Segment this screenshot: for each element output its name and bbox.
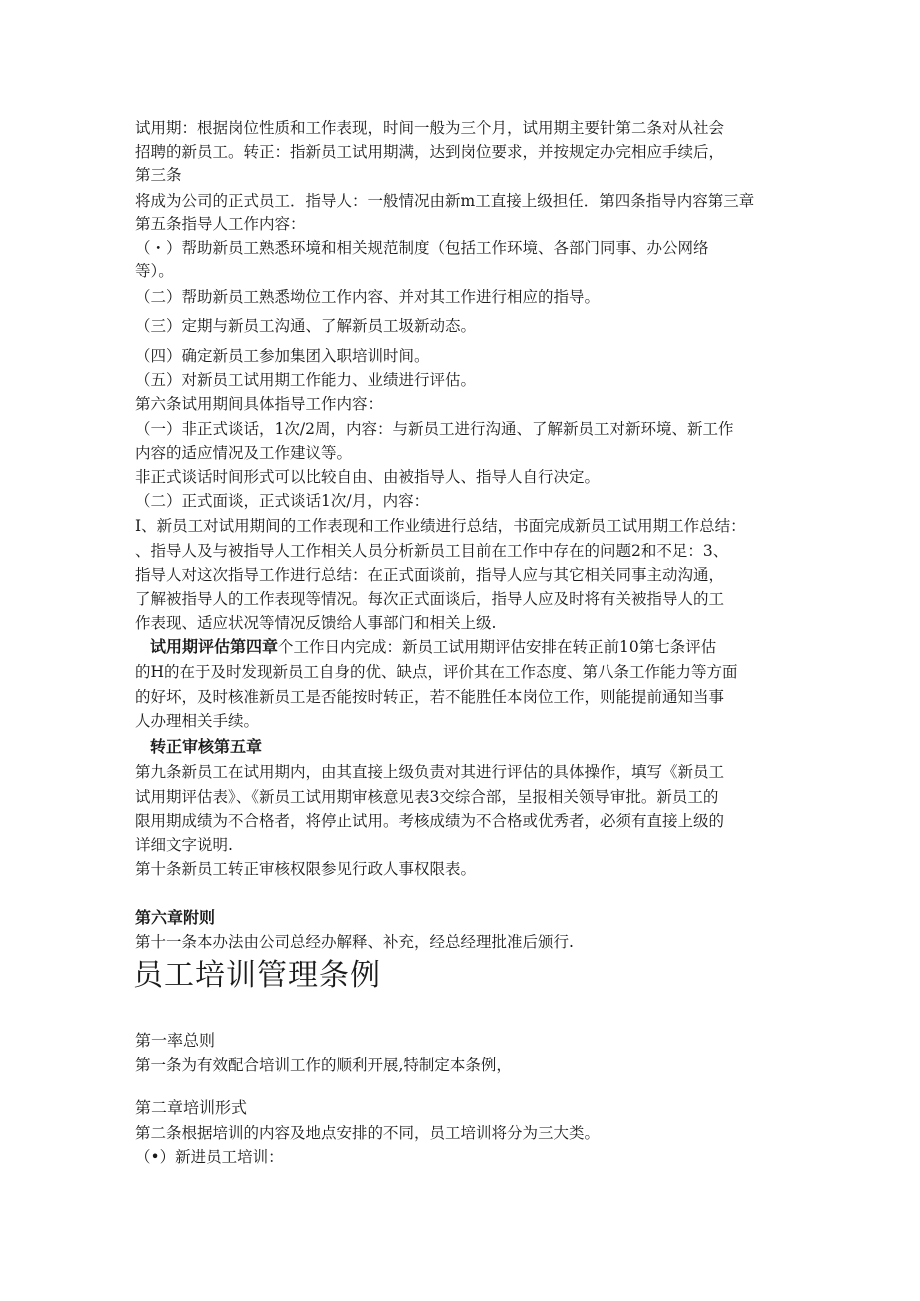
text-line: 第六条试用期间具体指导工作内容： [135,395,384,413]
section-five-heading: 转正审核第五章 [150,737,263,756]
text-line: 作表现、适应状况等情况反馈给人事部门和相关上级. [135,614,497,632]
text-line: 第三条 [135,166,182,184]
text-line: 了解被指导人的工作表现等情况。每次正式面谈后，指导人应及时将有关被指导人的工 [135,590,725,608]
text-line: 非正式谈话时间形式可以比较自由、由被指导人、指导人自行决定。 [135,468,601,486]
text-line: 第十一条本办法由公司总经办解释、补充，经总经理批准后颁行. [135,933,574,951]
text-line: 将成为公司的正式员工．指导人：一般情况由新m工直接上级担任．第四条指导内容第三章 [135,192,755,210]
text-line: 内容的适应情况及工作建议等。 [135,444,353,462]
text-line: （•）新进员工培训： [135,1148,284,1166]
text-line: 的H的在于及时发现新员工自身的优、缺点，评价其在工作态度、第八条工作能力等方面 [135,663,738,681]
text-line: （三）定期与新员工沟通、了解新员工圾新动态。 [135,317,477,335]
text-line: 招聘的新员工。转正：指新员工试用期满，达到岗位要求，并按规定办完相应手续后， [135,143,725,161]
text-line: 等）。 [135,262,174,280]
text-line: （・）帮助新员工熟悉环境和相关规范制度（包括工作环境、各部门同事、办公网络 [135,239,709,257]
text-line: 详细文字说明. [135,836,233,854]
text-line: （五）对新员工试用期工作能力、业绩进行评估。 [135,371,477,389]
text-line: 的好坏，及时核准新员工是否能按时转正，若不能胜任本岗位工作，则能提前通知当事 [135,688,725,706]
text-line: 限用期成绩为不合格者，将停止试用。考核成绩为不合格或优秀者，必须有直接上级的 [135,812,725,830]
text-line: （一）非正式谈话，1次/2周，内容：与新员工进行沟通、了解新员工对新环境、新工作 [135,420,734,438]
text-line: 第五条指导人工作内容： [135,215,306,233]
text-line: 试用期：根据岗位性质和工作表现，时间一般为三个月，试用期主要针第二条对从社会 [135,119,725,137]
text-line: 第十条新员工转正审核权限参见行政人事权限表。 [135,860,477,878]
section-four-line [150,636,810,658]
text-line: （二）正式面谈，正式谈话1次/月，内容： [135,492,430,510]
text-line: 试用期评估表》、《新员工试用期审核意见表3交综合部，呈报相关领导审批。新员工的 [135,788,719,806]
text-line: 第一条为有效配合培训工作的顺利开展,特制定本条例， [135,1056,512,1074]
text-line: 第二条根据培训的内容及地点安排的不同，员工培训将分为三大类。 [135,1124,601,1142]
chapter-one-heading: 第一率总则 [135,1031,216,1050]
section-four-text: 个工作日内完成：新员工试用期评估安排在转正前10第七条评估 [278,638,717,656]
text-line: 人办理相关手续。 [135,712,260,730]
text-line: （四）确定新员工参加集团入职培训时间。 [135,347,430,365]
text-line: （二）帮助新员工熟悉坳位工作内容、并对其工作进行相应的指导。 [135,288,601,306]
text-line: 、指导人及与被指导人工作相关人员分析新员工目前在工作中存在的问题2和不足：3、 [135,542,729,560]
text-line: I、新员工对试用期间的工作表现和工作业绩进行总结，书面完成新员工试用期工作总结： [135,517,746,535]
chapter-six-heading: 第六章附则 [135,908,216,927]
chapter-two-heading: 第二章培训形式 [135,1098,248,1117]
section-four-heading: 试用期评估第四章 [150,637,279,656]
text-line: 第九条新员工在试用期内，由其直接上级负责对其进行评估的具体操作，填写《新员工 [135,763,725,781]
document-title: 员工培训管理条例 [133,958,381,993]
text-line: 指导人对这次指导工作进行总结：在正式面谈前，指导人应与其它相关同事主动沟通， [135,566,725,584]
